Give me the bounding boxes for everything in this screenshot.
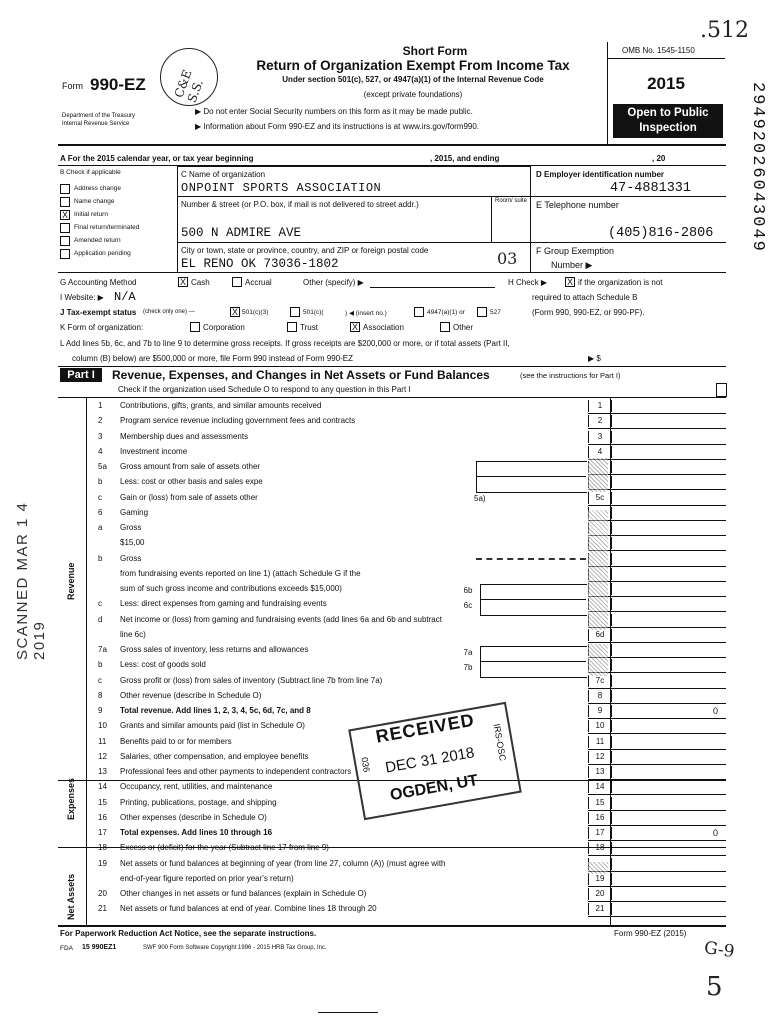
line-box-label: 13 <box>588 766 612 778</box>
line-row <box>60 842 760 854</box>
check-h-label: H Check ▶ <box>508 278 548 287</box>
dln-number: 29492026043049 <box>748 82 767 253</box>
line-number: 3 <box>98 431 103 441</box>
line-amount[interactable] <box>612 537 718 549</box>
box-6c: 6c <box>463 601 473 610</box>
tax-exempt-note: (check only one) — <box>143 309 195 315</box>
line-row <box>60 812 760 824</box>
org-name: ONPOINT SPORTS ASSOCIATION <box>181 181 382 195</box>
line-number: 11 <box>98 736 107 746</box>
line-number: 5a <box>98 462 107 471</box>
line-description: Gross profit or (loss) from sales of inventory (Subtract line 7b from line 7a) <box>120 675 383 685</box>
dept-line2: Internal Revenue Service <box>62 121 130 127</box>
section-b-label-4: Amended return <box>74 237 121 244</box>
line-amount[interactable] <box>612 690 718 702</box>
line-number: 15 <box>98 797 107 807</box>
line-number: 20 <box>98 889 107 898</box>
check-h-text2: required to attach Schedule B <box>532 293 638 302</box>
line-description: Printing, publications, postage, and shipping <box>120 797 277 807</box>
line-amount[interactable] <box>612 812 718 824</box>
section-b-checkbox-3[interactable] <box>60 223 70 233</box>
line-description: Occupancy, rent, utilities, and maintenance <box>120 782 273 792</box>
line-description: Contributions, gifts, grants, and similar amounts received <box>120 401 322 410</box>
section-b-label-5: Application pending <box>74 250 131 257</box>
website-label: I Website: ▶ <box>60 293 104 302</box>
group-exemption-label: F Group Exemption <box>536 246 615 256</box>
line-number: 8 <box>98 690 103 700</box>
line-row <box>60 415 760 427</box>
line-description: sum of such gross income and contributions exceeds $15,000) <box>120 584 342 593</box>
section-b-checkbox-1[interactable] <box>60 197 70 207</box>
shade-19 <box>588 862 608 874</box>
line-description: Other changes in net assets or fund balances (explain in Schedule O) <box>120 889 367 898</box>
line-description: Program service revenue including government fees and contracts <box>120 416 356 426</box>
line-description: Salaries, other compensation, and employee benefits <box>120 751 309 761</box>
line-row <box>60 675 760 687</box>
line-row <box>60 522 760 534</box>
form-subtitle: Under section 501(c), 527, or 4947(a)(1) of the Internal Revenue Code <box>282 75 544 84</box>
part-i-badge: Part I <box>60 368 102 382</box>
line-description: Professional fees and other payments to independent contractors <box>120 767 352 776</box>
check-h-text3: (Form 990, 990-EZ, or 990-PF). <box>532 308 645 317</box>
501c-checkbox[interactable] <box>290 307 300 317</box>
line-box-label: 1 <box>588 400 612 412</box>
association-checkbox[interactable]: X <box>351 322 358 332</box>
line-number: 13 <box>98 767 107 776</box>
section-b-checkbox-0[interactable] <box>60 184 70 194</box>
section-l-line2: column (B) below) are $500,000 or more, file Form 990 instead of Form 990-EZ <box>72 354 354 363</box>
association-label: Association <box>363 323 404 332</box>
line-row <box>60 446 760 458</box>
line-amount[interactable] <box>612 766 718 778</box>
handwritten-5: 5 <box>706 972 723 1002</box>
city-state-zip: EL RENO OK 73036-1802 <box>181 257 339 271</box>
section-b-checkbox-5[interactable] <box>60 249 70 259</box>
line-amount[interactable] <box>612 415 718 427</box>
section-l-arrow: ▶ $ <box>588 354 601 363</box>
line-box-label: 12 <box>588 751 612 763</box>
open-to-public-badge: Open to Public Inspection <box>613 104 723 138</box>
section-b-label-3: Final return/terminated <box>74 224 140 231</box>
line-row <box>60 537 760 549</box>
box-7b: 7b <box>463 663 473 672</box>
accrual-label: Accrual <box>245 278 272 287</box>
501c3-checkbox[interactable]: X <box>231 307 238 317</box>
line-number: 19 <box>98 858 107 868</box>
501c3-label: 501(c)(3) <box>242 309 269 316</box>
line-amount[interactable] <box>612 507 718 519</box>
circle-stamp: C&E S.S. <box>160 48 218 106</box>
line-amount[interactable] <box>612 446 718 458</box>
line-row <box>60 507 760 519</box>
corporation-label: Corporation <box>203 323 245 332</box>
line-amount[interactable] <box>612 797 718 809</box>
line-description: Other expenses (describe in Schedule O) <box>120 812 267 822</box>
line-description: Grants and similar amounts paid (list in Schedule O) <box>120 721 305 731</box>
line-box-label: 11 <box>588 736 612 748</box>
box-6b: 6b <box>463 586 473 595</box>
shade-7ab <box>588 644 608 676</box>
accounting-method-label: G Accounting Method <box>60 278 137 287</box>
other-method-label: Other (specify) ▶ <box>303 278 364 287</box>
4947-checkbox[interactable] <box>414 307 424 317</box>
part-i-title-note: (see the instructions for Part I) <box>520 371 621 380</box>
scanned-stamp: SCANNED MAR 1 4 2019 <box>14 501 48 660</box>
line-row <box>60 568 760 580</box>
schedule-b-checkbox[interactable]: X <box>566 277 573 287</box>
insert-no-label: ) ◀ (insert no.) <box>345 310 387 317</box>
line-row <box>60 400 760 412</box>
section-l-line1: L Add lines 5b, 6c, and 7b to line 9 to determine gross receipts. If gross receipts are $200,000 or more, or if total assets (Part II, <box>60 339 510 348</box>
4947-label: 4947(a)(1) or <box>427 309 465 316</box>
line-row <box>60 492 760 504</box>
omb-number: OMB No. 1545-1150 <box>622 46 695 55</box>
street-address: 500 N ADMIRE AVE <box>181 226 302 240</box>
other-org-label: Other <box>453 323 474 332</box>
tax-exempt-label: J Tax-exempt status <box>60 308 137 317</box>
line-amount[interactable] <box>612 903 718 915</box>
line-number: 1 <box>98 401 103 410</box>
ssn-notice: ▶ Do not enter Social Security numbers on this form as it may be made public. <box>195 107 473 116</box>
handwritten-code: 03 <box>497 249 518 268</box>
line-box-label: 15 <box>588 797 612 809</box>
street-label: Number & street (or P.O. box, if mail is not delivered to street addr.) <box>181 200 419 209</box>
line-number: c <box>98 599 102 609</box>
line-number: a <box>98 523 103 532</box>
line-box-label: 20 <box>588 888 612 900</box>
line-box-label: 10 <box>588 720 612 732</box>
line-row <box>60 461 760 473</box>
line-number: 7a <box>98 645 107 654</box>
line-row <box>60 888 760 900</box>
line-number: 4 <box>98 446 103 456</box>
footer-software: SWF 900 Form Software Copyright 1996 - 2015 HRB Tax Group, Inc. <box>143 945 327 951</box>
line-box-label: 14 <box>588 781 612 793</box>
net-assets-side-label: Net Assets <box>66 873 76 920</box>
line-row <box>60 431 760 443</box>
line-description: Net income or (loss) from gaming and fundraising events (add lines 6a and 6b and subtract <box>120 614 442 624</box>
line-number: c <box>98 675 102 685</box>
line-number: 12 <box>98 751 107 761</box>
check-h-text: if the organization is not <box>578 278 663 287</box>
line-amount[interactable] <box>612 629 718 641</box>
line-description: Membership dues and assessments <box>120 431 249 441</box>
redacted-gross-line <box>476 558 586 560</box>
form-of-org-label: K Form of organization: <box>60 323 144 332</box>
line-row <box>60 629 760 641</box>
line-number: 2 <box>98 416 103 426</box>
line-box-label: 17 <box>588 827 612 839</box>
line-row <box>60 690 760 702</box>
line-row <box>60 705 760 717</box>
section-a-label: A For the 2015 calendar year, or tax year beginning <box>60 154 254 163</box>
cash-label: Cash <box>191 278 210 287</box>
line-amount[interactable] <box>612 842 718 854</box>
line-description: Net assets or fund balances at end of year. Combine lines 18 through 20 <box>120 904 377 914</box>
line-box-label: 16 <box>588 812 612 824</box>
line-row <box>60 659 760 671</box>
line-row <box>60 873 760 885</box>
form-subtitle2: (except private foundations) <box>363 90 463 99</box>
line-description: Less: direct expenses from gaming and fundraising events <box>120 599 327 609</box>
line-amount[interactable]: 0 <box>712 706 718 716</box>
revenue-side-label: Revenue <box>66 562 76 600</box>
line-row <box>60 644 760 656</box>
section-b-checkbox-2[interactable]: X <box>61 210 68 220</box>
line-description: $15,00 <box>120 538 145 548</box>
line-amount[interactable] <box>612 858 718 870</box>
line-description: from fundraising events reported on line 1) (attach Schedule G if the <box>120 568 361 578</box>
trust-checkbox[interactable] <box>287 322 297 332</box>
line-description: Less: cost or other basis and sales expe <box>120 477 263 487</box>
box-5a-label: 5a) <box>474 494 486 503</box>
line-amount[interactable] <box>612 461 718 473</box>
form-footer-ref: Form 990-EZ (2015) <box>614 929 687 938</box>
line-number: 9 <box>98 706 103 715</box>
line-number: 10 <box>98 721 107 731</box>
line-box-label: 2 <box>588 415 612 427</box>
other-org-checkbox[interactable] <box>440 322 450 332</box>
line-description: Total revenue. Add lines 1, 2, 3, 4, 5c, 6d, 7c, and 8 <box>120 706 311 715</box>
shade-5ab <box>588 458 608 492</box>
line-number: c <box>98 492 102 502</box>
line-description: Gross amount from sale of assets other <box>120 462 261 471</box>
line-amount[interactable] <box>612 736 718 748</box>
city-label: City or town, state or province, country, and ZIP or foreign postal code <box>181 246 429 255</box>
section-b-label-0: Address change <box>74 185 121 192</box>
527-checkbox[interactable] <box>477 307 487 317</box>
ein-value: 47-4881331 <box>610 181 692 196</box>
short-form-title: Short Form <box>402 44 468 58</box>
line-amount[interactable] <box>612 888 718 900</box>
handwritten-g9: G-9 <box>702 937 736 963</box>
box-5a-5b-amounts[interactable] <box>476 461 587 493</box>
line-number: b <box>98 553 103 563</box>
box-6b-6c-amounts[interactable] <box>480 584 587 616</box>
dept-line1: Department of the Treasury <box>62 113 136 119</box>
line-description: end-of-year figure reported on prior year's return) <box>120 873 294 883</box>
schedule-o-checkbox[interactable] <box>716 383 727 397</box>
line-description: Gaming <box>120 507 149 517</box>
box-7a-7b-amounts[interactable] <box>480 646 587 678</box>
line-row <box>60 553 760 565</box>
cash-checkbox[interactable]: X <box>179 277 186 287</box>
line-number: 14 <box>98 782 107 792</box>
line-box-label: 8 <box>588 690 612 702</box>
pra-notice: For Paperwork Reduction Act Notice, see the separate instructions. <box>60 929 317 938</box>
line-description: Benefits paid to or for members <box>120 736 232 746</box>
line-description: Less: cost of goods sold <box>120 660 206 670</box>
expenses-side-label: Expenses <box>66 777 76 820</box>
org-name-label: C Name of organization <box>181 170 266 179</box>
line-amount[interactable] <box>612 751 718 763</box>
shade-6 <box>588 510 608 630</box>
footer-fda: FDA <box>60 945 73 952</box>
section-b-label-1: Name change <box>74 198 115 205</box>
line-amount[interactable] <box>612 476 718 488</box>
line-amount[interactable] <box>612 522 718 534</box>
section-b-label-2: Initial return <box>74 211 108 218</box>
line-box-label: 4 <box>588 446 612 458</box>
527-label: 527 <box>490 309 501 316</box>
line-description: Gross <box>120 553 142 563</box>
schedule-o-check-line: Check if the organization used Schedule O to respond to any question in this Part I <box>118 385 411 394</box>
line-row <box>60 903 760 915</box>
line-amount[interactable] <box>612 720 718 732</box>
form-label: Form <box>62 81 83 91</box>
line-row <box>60 598 760 610</box>
corporation-checkbox[interactable] <box>190 322 200 332</box>
part-i-title: Revenue, Expenses, and Changes in Net Assets or Fund Balances <box>112 368 490 382</box>
group-number-label: Number ▶ <box>551 260 593 270</box>
line-row <box>60 827 760 839</box>
phone-label: E Telephone number <box>536 200 619 210</box>
line-amount[interactable] <box>612 492 718 504</box>
line-amount[interactable] <box>612 553 718 565</box>
line-box-label: 9 <box>588 705 612 717</box>
line-description: Other revenue (describe in Schedule O) <box>120 690 262 700</box>
line-row <box>60 858 760 870</box>
line-number: d <box>98 614 103 624</box>
form-main-title: Return of Organization Exempt From Income Tax <box>256 58 570 73</box>
footer-code: 15 990EZ1 <box>82 944 117 951</box>
line-description: Gain or (loss) from sale of assets other <box>120 492 258 502</box>
line-number: b <box>98 660 103 670</box>
line-amount[interactable] <box>612 614 718 626</box>
line-box-label: 18 <box>588 842 612 854</box>
line-number: b <box>98 477 103 487</box>
line-box-label: 21 <box>588 903 612 915</box>
line-row <box>60 476 760 488</box>
line-number: 18 <box>98 843 107 853</box>
room-suite-label: Room/ suite <box>494 198 527 204</box>
line-number: 21 <box>98 904 107 914</box>
line-description: Net assets or fund balances at beginning of year (from line 27, column (A)) (must agree with <box>120 858 446 868</box>
form-number: 990-EZ <box>90 75 146 94</box>
line-box-label: 6d <box>588 629 612 641</box>
line-amount[interactable] <box>612 873 718 885</box>
line-row <box>60 583 760 595</box>
line-amount[interactable] <box>612 644 718 656</box>
line-description: Gross <box>120 523 142 532</box>
line-box-label: 5c <box>588 492 612 504</box>
website-value: N/A <box>114 290 136 304</box>
line-amount[interactable] <box>612 568 718 580</box>
section-a-mid: , 2015, and ending <box>430 154 500 163</box>
accrual-checkbox[interactable] <box>232 277 242 287</box>
line-description: line 6c) <box>120 629 146 639</box>
tax-year: 2015 <box>647 74 685 93</box>
501c-label: 501(c)( <box>303 309 324 316</box>
received-stamp: RECEIVED DEC 31 2018 OGDEN, UT 036 IRS-OSC <box>348 702 522 820</box>
section-b-title: B Check if applicable <box>60 169 121 176</box>
line-description: Excess or (deficit) for the year (Subtract line 17 from line 9) <box>120 843 329 853</box>
line-amount[interactable] <box>612 400 718 412</box>
info-notice: ▶ Information about Form 990-EZ and its instructions is at www.irs.gov/form990. <box>195 122 480 131</box>
line-number: 6 <box>98 507 103 517</box>
line-amount[interactable] <box>612 583 718 595</box>
ein-label: D Employer identification number <box>536 170 665 179</box>
box-7a: 7a <box>463 648 473 657</box>
section-a-end: , 20 <box>652 154 666 163</box>
line-box-label: 3 <box>588 431 612 443</box>
line-amount[interactable]: 0 <box>712 828 718 838</box>
line-amount[interactable] <box>612 781 718 793</box>
line-amount[interactable] <box>612 431 718 443</box>
phone-value: (405)816-2806 <box>608 226 714 241</box>
line-description: Investment income <box>120 446 188 456</box>
line-description: Total expenses. Add lines 10 through 16 <box>120 828 273 837</box>
trust-label: Trust <box>300 323 318 332</box>
line-number: 17 <box>98 828 107 837</box>
line-box-label: 7c <box>588 675 612 687</box>
line-amount[interactable] <box>612 598 718 610</box>
line-amount[interactable] <box>612 659 718 671</box>
page-number-handwritten: .512 <box>700 18 749 43</box>
line-description: Gross sales of inventory, less returns and allowances <box>120 645 309 654</box>
line-number: 16 <box>98 812 107 822</box>
line-box-label: 19 <box>588 873 612 885</box>
line-amount[interactable] <box>612 675 718 687</box>
line-row <box>60 614 760 626</box>
section-b-checkbox-4[interactable] <box>60 236 70 246</box>
